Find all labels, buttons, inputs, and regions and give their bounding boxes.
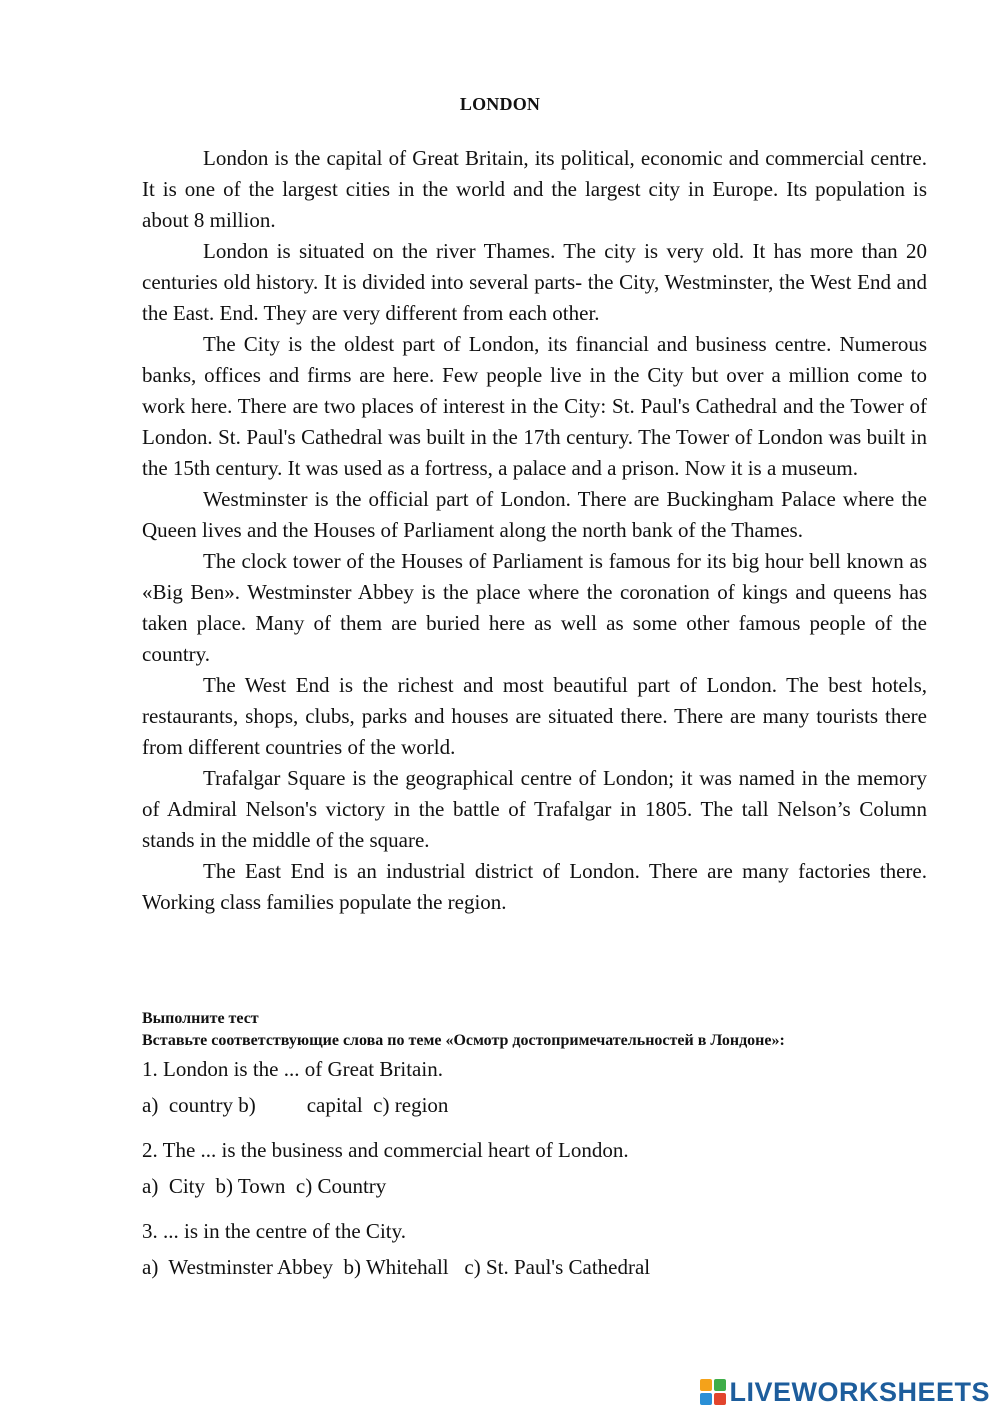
paragraph: London is situated on the river Thames. The city is very old. It has more than 20 centuries old history. It is divided into several parts- the City, Westminster, the West End and the East. End. They are very different from each other. [142,239,927,325]
answer-options-2 [142,1173,927,1214]
paragraph: The City is the oldest part of London, its financial and business centre. Numerous banks, offices and firms are here. Few people live in the City but over a million come to work here. There are two places of interest in the City: St. Paul's Cathedral and the Tower of London. St. Paul's Cathedral was built in the 17th century. The Tower of London was built in the 15th century. It was used as a fortress, a palace and a prison. Now it is a museum. [142,332,927,480]
answer-option: capital c) region [306,1093,449,1117]
answer-option: a) country b) [142,1093,256,1117]
page-title: LONDON [459,94,541,114]
test-section [142,1008,927,1295]
liveworksheets-watermark [700,1376,990,1407]
logo-square [700,1393,712,1405]
question-3: 3. ... is in the centre of the City. [142,1219,406,1243]
answer-option: a) City b) Town c) Country [142,1174,387,1198]
paragraph: Westminster is the official part of London. There are Buckingham Palace where the Queen lives and the Houses of Parliament along the north bank of the Thames. [142,487,927,542]
watermark-text: LIVEWORKSHEETS [729,1376,990,1407]
logo-square [700,1379,712,1391]
reading-text [142,143,927,918]
question-2: 2. The ... is the business and commercial heart of London. [142,1138,629,1162]
test-instruction: Вставьте соответствующие слова по теме «Осмотр достопримечательностей в Лондоне»: [142,1032,785,1049]
test-heading: Выполните тест [142,1010,259,1027]
paragraph: London is the capital of Great Britain, its political, economic and commercial centre. It is one of the largest cities in the world and the largest city in Europe. Its population is about 8 million. [142,146,927,232]
logo-square [714,1393,726,1405]
paragraph: The West End is the richest and most beautiful part of London. The best hotels, restaurants, shops, clubs, parks and houses are situated there. There are many tourists there from different countries of the world. [142,673,927,759]
liveworksheets-logo-icon [700,1379,726,1405]
paragraph: The clock tower of the Houses of Parliament is famous for its big hour bell known as «Big Ben». Westminster Abbey is the place where the coronation of kings and queens has taken place. Many of them are buried here as well as some other famous people of the country. [142,549,927,666]
answer-options-3 [142,1254,927,1295]
paragraph: The East End is an industrial district of London. There are many factories there. Working class families populate the region. [142,859,927,914]
question-1: 1. London is the ... of Great Britain. [142,1057,443,1081]
logo-square [714,1379,726,1391]
answer-option: a) Westminster Abbey b) Whitehall c) St. Paul's Cathedral [142,1255,651,1279]
paragraph: Trafalgar Square is the geographical centre of London; it was named in the memory of Admiral Nelson's victory in the battle of Trafalgar in 1805. The tall Nelson’s Column stands in the middle of the square. [142,766,927,852]
answer-options-1 [142,1092,927,1133]
